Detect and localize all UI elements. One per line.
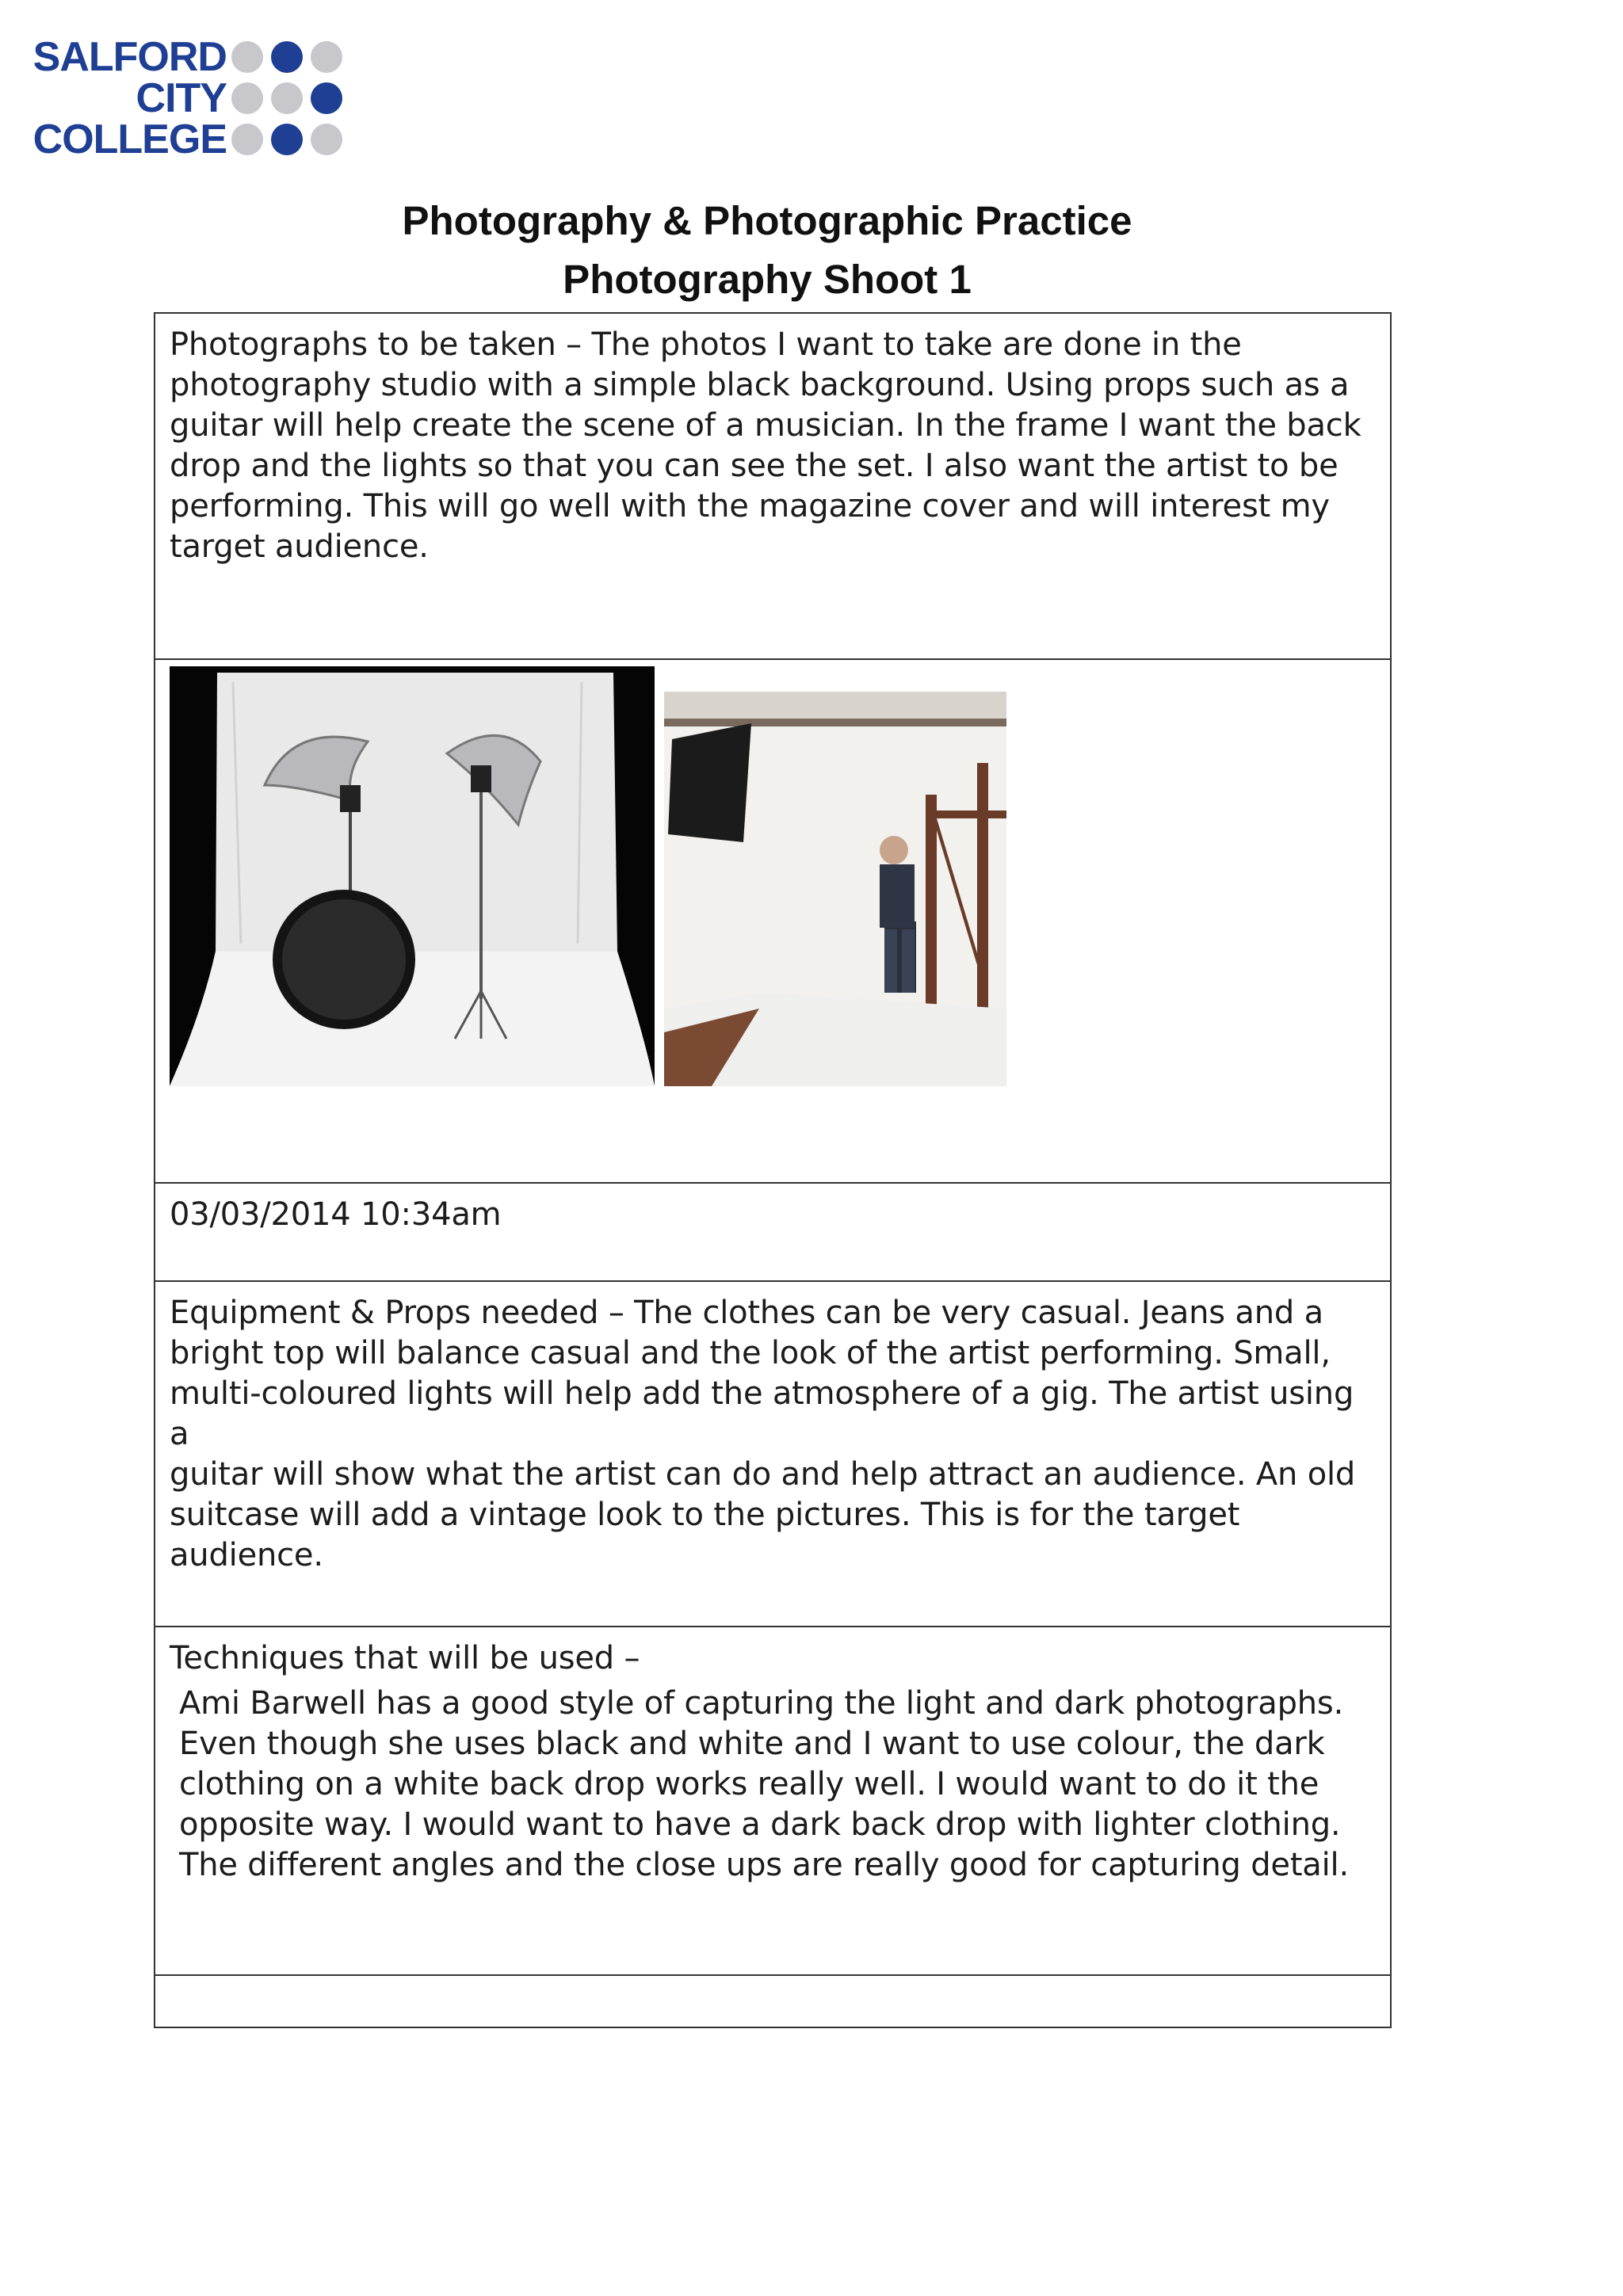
images-row: [155, 660, 1390, 1184]
logo-line-3: COLLEGE: [32, 116, 227, 162]
techniques-text: Ami Barwell has a good style of capturing the light and dark photographs. Even though she uses black and white and I want to use colour, the dark clothing on a white back drop works really well. I would want to do it the opposite way. I would want to have a dark back drop with lighter clothing. The different angles and the close ups are really good for capturing detail.: [179, 1685, 1349, 1883]
photographs-text: Photographs to be taken – The photos I want to take are done in the photography studio with a simple black background. Using props such as a guitar will help create the scene of a musician. In the frame I want the back drop and the lights so that you can see the set. I also want the artist to be performing. This will go well with the magazine cover and will interest my target audience.: [170, 326, 1361, 565]
logo-line-1: SALFORD: [32, 34, 227, 80]
equipment-text: Equipment & Props needed – The clothes can be very casual. Jeans and a bright top will balance casual and the look of the artist performing. Small, multi-coloured lights will help add the atmosphere of a gig. The artist using a guitar will show what the artist can do and help attract an audience. An old suitcase will add a vintage look to the pictures. This is for the target audience.: [170, 1295, 1356, 1573]
shoot-plan-table: [154, 312, 1392, 2028]
title-line-2: Photography Shoot 1: [563, 257, 972, 302]
logo-line-2: CITY: [136, 75, 227, 121]
college-logo: [25, 36, 358, 163]
document-title: [0, 192, 1534, 309]
equipment-row: [155, 1282, 1390, 1627]
date-text: 03/03/2014 10:34am: [170, 1196, 502, 1233]
photographs-row: [155, 314, 1390, 660]
empty-row: [155, 1976, 1390, 2027]
studio-umbrella-lights-photo: [170, 666, 655, 1086]
logo-text: [25, 36, 227, 160]
techniques-heading: Techniques that will be used –: [170, 1640, 640, 1676]
date-row: [155, 1184, 1390, 1282]
title-line-1: Photography & Photographic Practice: [402, 198, 1132, 243]
logo-dots-icon: [230, 40, 365, 158]
studio-man-sitting-photo: [664, 692, 1006, 1086]
techniques-row: [155, 1627, 1390, 1976]
